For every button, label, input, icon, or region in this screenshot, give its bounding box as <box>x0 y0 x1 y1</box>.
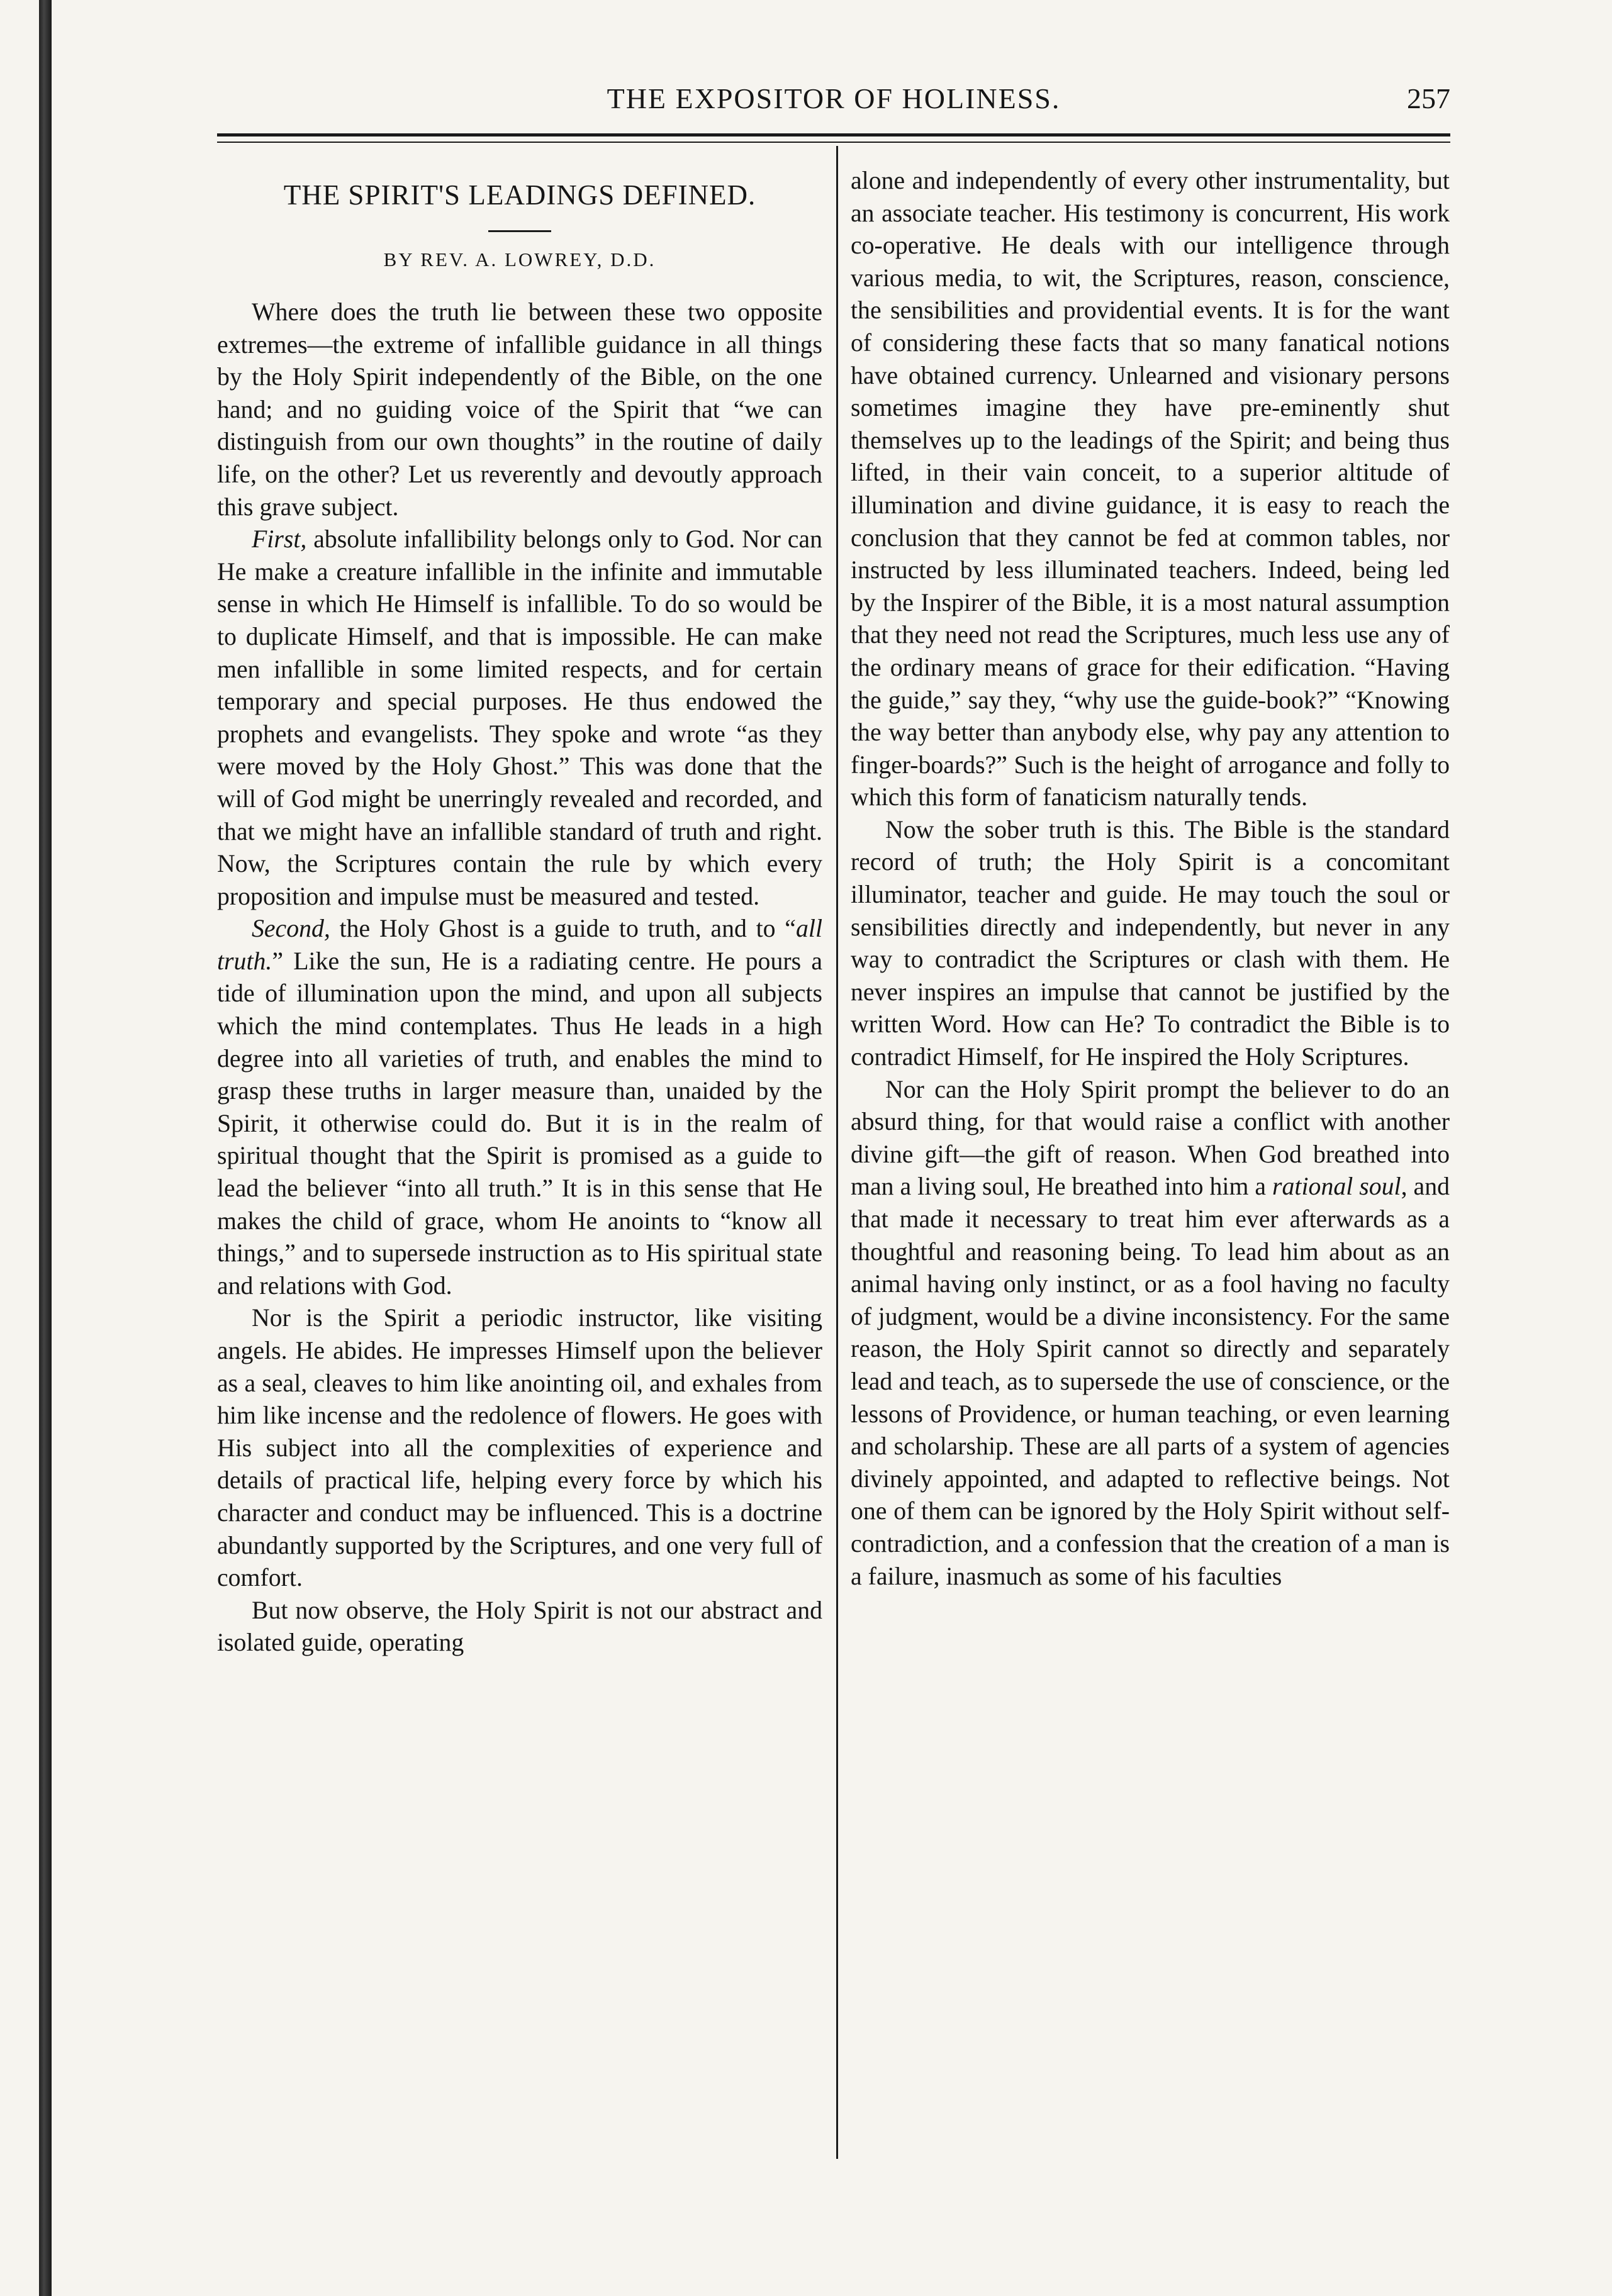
column-divider <box>836 146 838 2159</box>
page-number: 257 <box>1407 82 1450 114</box>
right-column <box>851 165 1450 1593</box>
header-rule-thin <box>217 142 1450 143</box>
paragraph-lead: First, <box>252 525 307 554</box>
paragraph-lead: Second, <box>252 915 330 943</box>
page-binding-edge <box>39 0 52 2296</box>
emphasis: rational soul <box>1272 1173 1401 1201</box>
running-title: THE EXPOSITOR OF HOLINESS. <box>607 82 1061 114</box>
paragraph: Nor is the Spirit a periodic instructor, like visiting angels. He abides. He impresses Himself upon the believer as a seal, cleaves to him like anointing oil, and exhales from him like incense and the redolence of flowers. He goes with His subject into all the complexities of experience and details of practical life, helping every force by which his character and conduct may be influenced. This is a doctrine abundantly supported by the Scriptures, and one very full of comfort. <box>217 1304 822 1592</box>
paragraph: alone and independently of every other instrumentality, but an associate teacher. His testimony is concurrent, His work co-operative. He deals with our intelligence through various media, to wit, the Scriptures, reason, conscience, the sensibilities and providential events. It is for the want of considering these facts that so many fanatical notions have obtained currency. Unlearned and visionary persons sometimes imagine they have pre-eminently shut themselves up to the leadings of the Spirit; and being thus lifted, in their vain conceit, to a superior altitude of illumination and divine guidance, it is easy to reach the conclusion that they cannot be fed at common tables, nor instructed by less illuminated teachers. Indeed, being led by the Inspirer of the Bible, it is a most natural assumption that they need not read the Scriptures, much less use any of the ordinary means of grace for their edification. “Having the guide,” say they, “why use the guide-book?” “Knowing the way better than anybody else, why pay any attention to finger-boards?” Such is the height of arrogance and folly to which this form of fanaticism naturally tends. <box>851 167 1450 811</box>
article-title: THE SPIRIT'S LEADINGS DEFINED. <box>283 179 756 211</box>
paragraph-text: , and that made it necessary to treat him ever afterwards as a thoughtful and reasoning being. To lead him about as an animal having only instinct, or as a fool having no faculty of judgment, would be a divine inconsistency. For the same reason, the Holy Spirit cannot so directly and separately lead and teach, as to supersede the use of conscience, or the lessons of Providence, or human teaching, or even learning and scholarship. These are all parts of a system of agencies divinely appointed, and adapted to reflective beings. Not one of them can be ignored by the Holy Spirit without self-contradiction, and a confession that the creation of a man is a failure, inasmuch as some of his faculties <box>851 1173 1450 1590</box>
paragraph: Where does the truth lie between these two opposite extremes—the extreme of infallible guidance in all things by the Holy Spirit independently of the Bible, on the one hand; and no guiding voice of the Spirit that “we can distinguish from our own thoughts” in the routine of daily life, on the other? Let us reverently and devoutly approach this grave subject. <box>217 298 822 521</box>
paragraph-text: absolute infallibility belongs only to God. Nor can He make a creature infallible in the infinite and immutable sense in which He Himself is infallible. To do so would be to duplicate Himself, and that is impossible. He can make men infallible in some limited respects, and for certain temporary and special purposes. He thus endowed the prophets and evangelists. They spoke and wrote “as they were moved by the Holy Ghost.” This was done that the will of God might be unerringly revealed and recorded, and that we might have an infallible standard of truth and right. Now, the Scriptures contain the rule by which every proposition and impulse must be measured and tested. <box>217 525 822 910</box>
paragraph: Now the sober truth is this. The Bible is the standard record of truth; the Holy Spirit is a concomitant illuminator, teacher and guide. He may touch the soul or sensibilities directly and independently, but never in any way to contradict the Scriptures or clash with them. He never inspires an impulse that cannot be justified by the written Word. How can He? To contradict the Bible is to contradict Himself, for He inspired the Holy Scriptures. <box>851 815 1450 1071</box>
paragraph-text: the Holy Ghost is a guide to truth, and to “ <box>330 915 796 943</box>
title-rule <box>488 230 551 232</box>
emphasis: all truth. <box>217 915 822 975</box>
paragraph-text: ” Like the sun, He is a radiating centre. He pours a tide of illumination upon the mind, and upon all subjects which the mind contemplates. Thus He leads in a high degree into all varieties of truth, and enables the mind to grasp these truths in larger measure than, unaided by the Spirit, it otherwise could do. But it is in the realm of spiritual thought that the Spirit is promised as a guide to lead the believer “into all truth.” It is in this sense that He makes the child of grace, whom He anoints to “know all things,” and to supersede instruction as to His spiritual state and relations with God. <box>217 947 822 1300</box>
header-rule <box>217 133 1450 137</box>
page-header <box>217 77 1450 127</box>
left-column <box>217 165 822 1659</box>
paragraph: But now observe, the Holy Spirit is not our abstract and isolated guide, operating <box>217 1596 822 1657</box>
paragraph <box>217 913 822 1302</box>
paragraph-text: Nor can the Holy Spirit prompt the believer to do an absurd thing, for that would raise a conflict with another divine gift—the gift of reason. When God breathed into man a living soul, He breathed into him a <box>851 1075 1450 1201</box>
paragraph <box>217 523 822 913</box>
paragraph <box>851 1074 1450 1593</box>
article-byline: BY REV. A. LOWREY, D.D. <box>383 248 656 270</box>
